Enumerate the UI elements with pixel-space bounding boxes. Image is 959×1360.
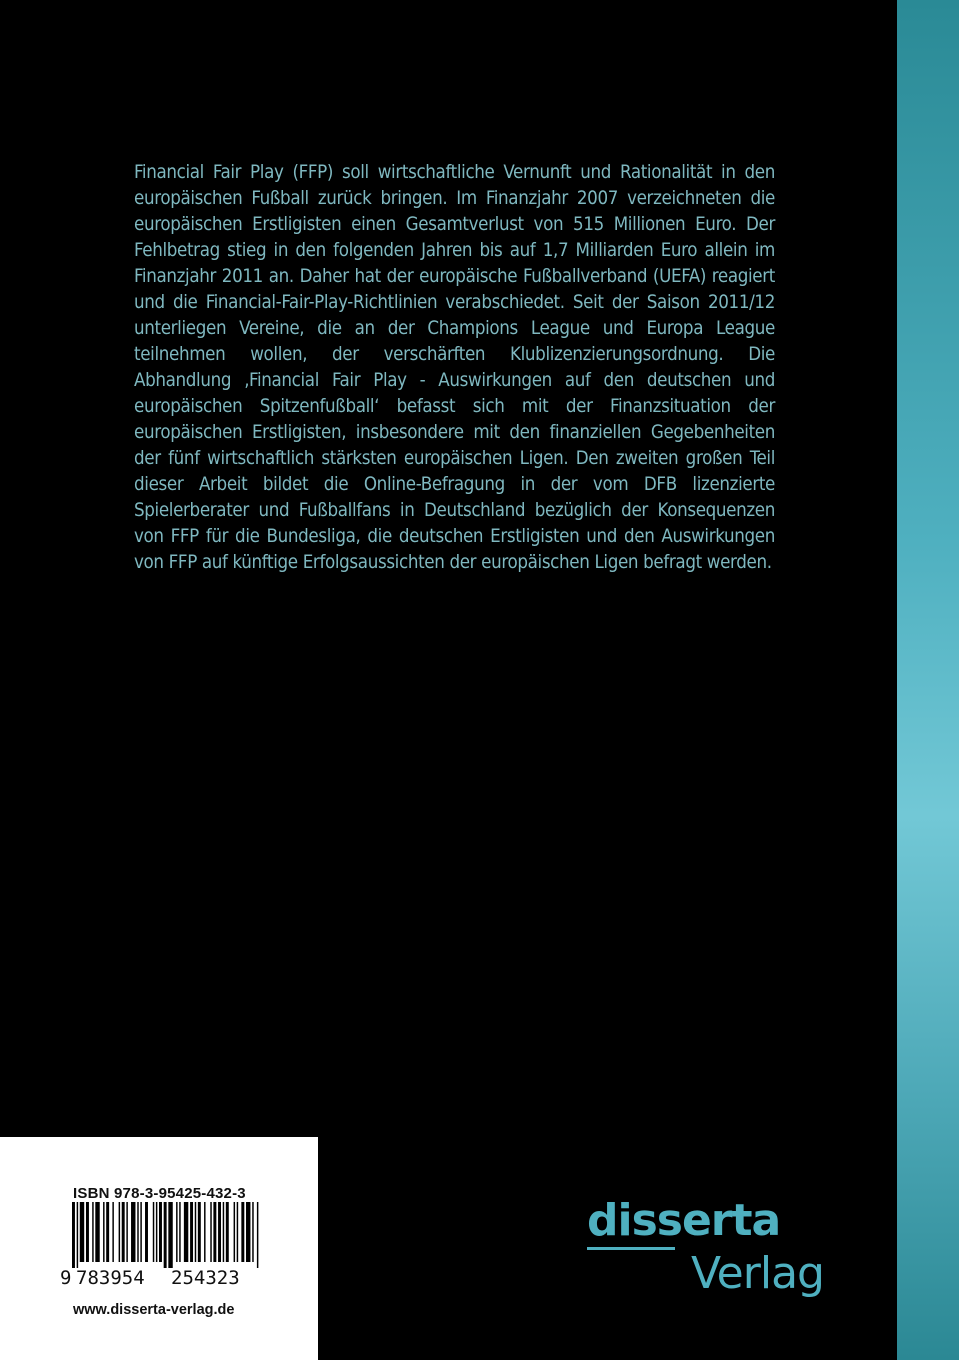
- barcode-bar: [241, 1202, 244, 1262]
- barcode-bar: [226, 1202, 229, 1262]
- barcode-bar: [122, 1202, 125, 1262]
- logo-rule: [587, 1247, 675, 1250]
- barcode-bar: [213, 1202, 216, 1262]
- barcode-first-digit: 9: [60, 1267, 72, 1289]
- barcode-bar: [106, 1202, 109, 1262]
- barcode-bar: [159, 1202, 162, 1262]
- barcode-bar: [237, 1202, 238, 1262]
- barcode-bar: [77, 1202, 78, 1268]
- logo-word-disserta: disserta: [587, 1195, 781, 1246]
- barcode-bar: [164, 1202, 167, 1268]
- barcode-bar: [168, 1202, 172, 1268]
- isbn-label: ISBN 978-3-95425-432-3: [73, 1185, 246, 1202]
- barcode-bar: [86, 1202, 89, 1262]
- barcode-bar: [131, 1202, 135, 1262]
- barcode-bar: [218, 1202, 221, 1262]
- barcode-bar: [176, 1202, 177, 1262]
- barcode-bar: [126, 1202, 127, 1262]
- barcode-right-group: 254323: [171, 1267, 240, 1289]
- barcode-bar: [210, 1202, 211, 1262]
- barcode-digits: [60, 1267, 270, 1293]
- barcode-left-group: 783954: [76, 1267, 145, 1289]
- barcode-bar: [92, 1202, 93, 1262]
- barcode-bar: [119, 1202, 120, 1262]
- barcode-bar: [103, 1202, 104, 1262]
- barcode-bar: [223, 1202, 224, 1262]
- barcode-bar: [204, 1202, 205, 1262]
- barcode-bar: [72, 1202, 75, 1268]
- barcode-image: [72, 1202, 260, 1268]
- barcode-bar: [184, 1202, 188, 1262]
- barcode-bar: [145, 1202, 148, 1262]
- barcode-bar: [137, 1202, 138, 1262]
- barcode-bar: [246, 1202, 250, 1262]
- barcode-bar: [252, 1202, 253, 1262]
- barcode-bar: [95, 1202, 99, 1262]
- barcode-bar: [153, 1202, 154, 1262]
- barcode-bar: [80, 1202, 84, 1262]
- barcode-bar: [140, 1202, 141, 1262]
- barcode-bar: [179, 1202, 180, 1262]
- publisher-logo: [587, 1196, 847, 1316]
- blurb-text: Financial Fair Play (FFP) soll wirtschaftliche Vernunft und Rationalität in den europäischen Fußball zurück bringen. Im Finanzjahr 2007 verzeichneten die europäischen Erstligisten einen Gesamtverlust von 515 Millionen Euro. Der Fehlbetrag stieg in den folgenden Jahren bis auf 1,7 Milliarden Euro allein im Finanzjahr 2011 an. Daher hat der europäische Fußballverband (UEFA) reagiert und die Financial-Fair-Play-Richtlinien verabschiedet. Seit der Saison 2011/12 unterliegen Vereine, die an der Champions League und Europa League teilnehmen wollen, der verschärften Klublizenzierungsordnung. Die Abhandlung ‚Financial Fair Play - Auswirkungen auf den deutschen und europäischen Spitzenfußball‘ befasst sich mit der Finanzsituation der europäischen Erstligisten, insbesondere mit den finanziellen Gegebenheiten der fünf wirtschaftlich stärksten europäischen Ligen. Den zweiten großen Teil dieser Arbeit bildet die Online-Befragung in der vom DFB lizenzierte Spielerberater und Fußballfans in Deutschland bezüglich der Konsequenzen von FFP für die Bundesliga, die deutschen Erstligisten und den Auswirkungen von FFP auf künftige Erfolgsaussichten der europäischen Ligen befragt werden.: [134, 162, 775, 573]
- side-color-stripe: [897, 0, 959, 1360]
- barcode-bar: [156, 1202, 157, 1262]
- barcode-bar: [195, 1202, 196, 1262]
- barcode-bar: [257, 1202, 258, 1268]
- barcode-bar: [112, 1202, 113, 1262]
- barcode-bar: [198, 1202, 201, 1262]
- logo-word-verlag: Verlag: [691, 1248, 824, 1299]
- publisher-website: www.disserta-verlag.de: [73, 1302, 235, 1318]
- barcode-bar: [190, 1202, 193, 1262]
- barcode-bar: [234, 1202, 235, 1262]
